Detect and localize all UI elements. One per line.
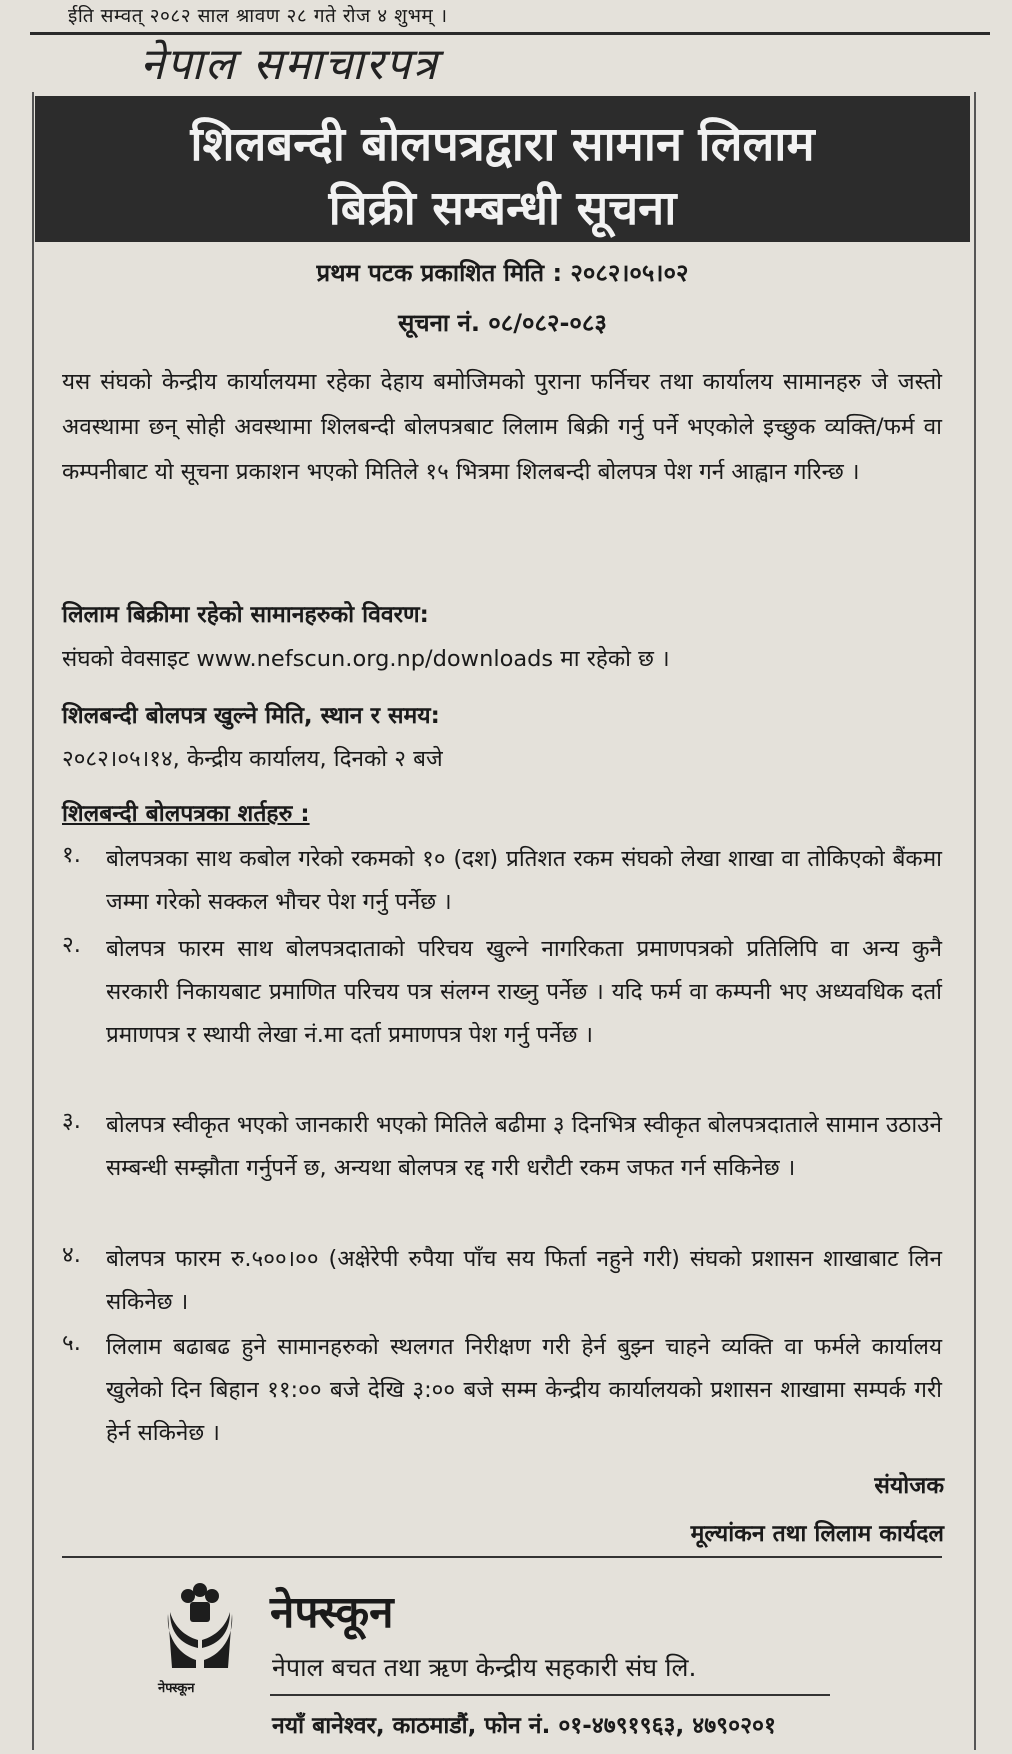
published-date: प्रथम पटक प्रकाशित मिति : २०८२।०५।०२ bbox=[316, 259, 689, 287]
opening-details: २०८२।०५।१४, केन्द्रीय कार्यालय, दिनको २ बजे bbox=[62, 746, 443, 772]
org-address: नयाँ बानेश्वर, काठमाडौं, फोन नं. ०१-४७९१९६३, ४७९०२०१ bbox=[272, 1713, 776, 1739]
dateline: ईति सम्वत् २०८२ साल श्रावण २८ गते रोज ४ शुभम् । bbox=[68, 5, 448, 27]
org-short-name: नेफ्स्कून bbox=[270, 1587, 394, 1638]
notice-number: सूचना नं. ०८/०८२-०८३ bbox=[398, 309, 607, 337]
logo-caption: नेफ्स्कून bbox=[158, 1681, 195, 1696]
items-heading: लिलाम बिक्रीमा रहेको सामानहरुको विवरण: bbox=[62, 602, 429, 628]
hands-holding-coins-icon bbox=[160, 1574, 240, 1674]
condition-number: २. bbox=[62, 932, 81, 958]
footer-divider bbox=[62, 1556, 942, 1558]
condition-text: बोलपत्रका साथ कबोल गरेको रकमको १० (दश) प्रतिशत रकम संघको लेखा शाखा वा तोकिएको बैंकमा जम्मा गरेको सक्कल भौचर पेश गर्नु पर्नेछ । bbox=[106, 846, 942, 915]
signature-title: संयोजक bbox=[874, 1473, 944, 1499]
dateline-bar bbox=[30, 0, 990, 35]
org-divider bbox=[270, 1694, 830, 1696]
intro-paragraph: यस संघको केन्द्रीय कार्यालयमा रहेका देहाय बमोजिमको पुराना फर्निचर तथा कार्यालय सामानहरु जे जस्तो अवस्थामा छन् सोही अवस्थामा शिलबन्दी बोलपत्रबाट लिलाम बिक्री गर्नु पर्ने भएकोले इच्छुक व्यक्ति/फर्म वा कम्पनीबाट यो सूचना प्रकाशन भएको मितिले १५ भित्रमा शिलबन्दी बोलपत्र पेश गर्न आह्वान गरिन्छ । bbox=[62, 369, 942, 485]
condition-number: १. bbox=[62, 842, 81, 868]
items-description: संघको वेवसाइट www.nefscun.org.np/downloads मा रहेको छ । bbox=[62, 646, 670, 672]
notice-banner bbox=[35, 96, 970, 242]
banner-title-line2: बिक्री सम्बन्धी सूचना bbox=[328, 181, 677, 236]
opening-heading: शिलबन्दी बोलपत्र खुल्ने मिति, स्थान र समय: bbox=[62, 703, 440, 729]
condition-text: बोलपत्र फारम साथ बोलपत्रदाताको परिचय खुल्ने नागरिकता प्रमाणपत्रको प्रतिलिपि वा अन्य कुनै सरकारी निकायबाट प्रमाणित परिचय पत्र संलग्न राख्नु पर्नेछ । यदि फर्म वा कम्पनी भए अध्यवधिक दर्ता प्रमाणपत्र र स्थायी लेखा नं.मा दर्ता प्रमाणपत्र पेश गर्नु पर्नेछ । bbox=[106, 936, 942, 1048]
conditions-heading: शिलबन्दी बोलपत्रका शर्तहरु : bbox=[62, 801, 310, 827]
condition-text: बोलपत्र स्वीकृत भएको जानकारी भएको मितिले बढीमा ३ दिनभित्र स्वीकृत बोलपत्रदाताले सामान उठाउने सम्बन्धी सम्झौता गर्नुपर्ने छ, अन्यथा बोलपत्र रद्द गरी धरौटी रकम जफत गर्न सकिनेछ । bbox=[106, 1112, 942, 1181]
signature-body: मूल्यांकन तथा लिलाम कार्यदल bbox=[690, 1521, 944, 1547]
banner-title-line1: शिलबन्दी बोलपत्रद्वारा सामान लिलाम bbox=[190, 117, 815, 172]
condition-text: बोलपत्र फारम रु.५००।०० (अक्षेरेपी रुपैया पाँच सय फिर्ता नहुने गरी) संघको प्रशासन शाखाबाट लिन सकिनेछ । bbox=[106, 1246, 942, 1315]
handwritten-source-note: नेपाल समाचारपत्र bbox=[140, 39, 439, 90]
org-full-name: नेपाल बचत तथा ऋण केन्द्रीय सहकारी संघ लि. bbox=[272, 1653, 697, 1682]
condition-number: ४. bbox=[62, 1242, 81, 1268]
condition-text: लिलाम बढाबढ हुने सामानहरुको स्थलगत निरीक्षण गरी हेर्न बुझ्न चाहने व्यक्ति वा फर्मले कार्यालय खुलेको दिन बिहान ११:०० बजे देखि ३:०० बजे सम्म केन्द्रीय कार्यालयको प्रशासन शाखामा सम्पर्क गरी हेर्न सकिनेछ । bbox=[106, 1334, 942, 1446]
condition-number: ५. bbox=[62, 1330, 81, 1356]
condition-number: ३. bbox=[62, 1108, 81, 1134]
